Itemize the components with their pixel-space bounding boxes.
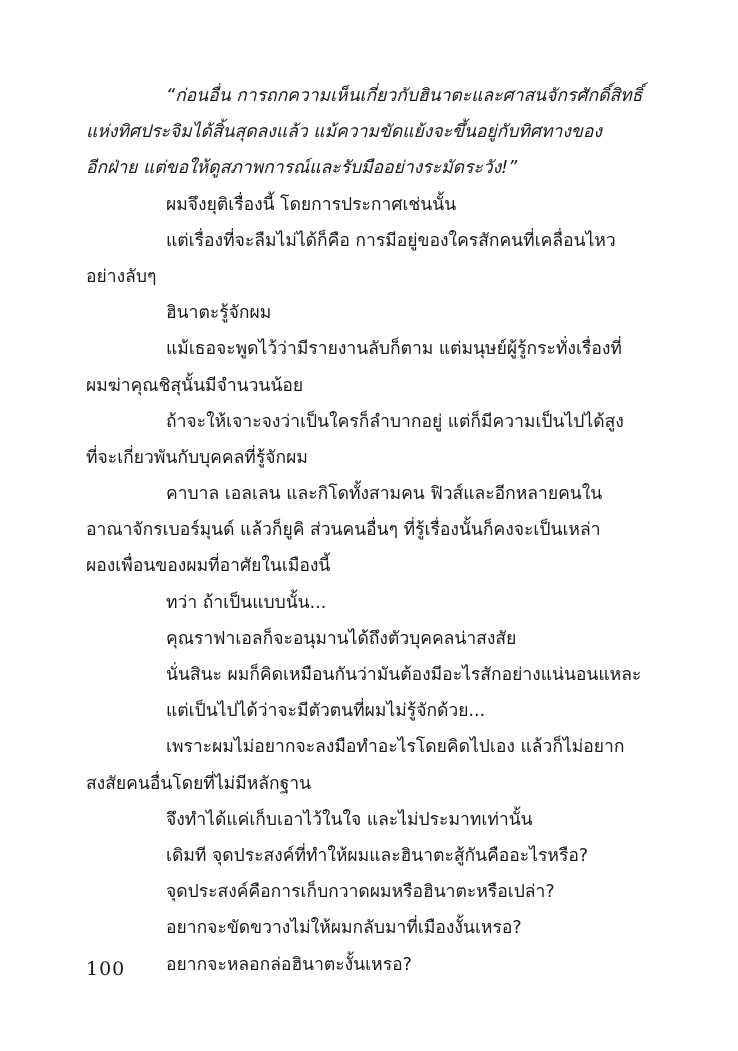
text-line: เพราะผมไม่อยากจะลงมือทำอะไรโดยคิดไปเอง แล้วก็ไม่อยาก	[166, 737, 625, 758]
text-line: ทว่า ถ้าเป็นแบบนั้น...	[166, 592, 327, 613]
text-line: จุดประสงค์คือการเก็บกวาดผมหรือฮินาตะหรือเปล่า?	[166, 882, 555, 903]
text-line: แต่เรื่องที่จะลืมไม่ได้ก็คือ การมีอยู่ของใครสักคนที่เคลื่อนไหว	[166, 230, 616, 251]
text-line: ที่จะเกี่ยวพันกับบุคคลที่รู้จักผม	[86, 447, 308, 468]
text-line: ผมฆ่าคุณชิสุนั้นมีจำนวนน้อย	[86, 375, 304, 396]
text-line: “ก่อนอื่น การถกความเห็นเกี่ยวกับฮินาตะและศาสนจักรศักดิ์สิทธิ์	[166, 86, 643, 106]
body-text	[86, 78, 652, 983]
text-line: ผมจึงยุติเรื่องนี้ โดยการประกาศเช่นนั้น	[166, 194, 457, 215]
text-line: อยากจะขัดขวางไม่ให้ผมกลับมาที่เมืองงั้นเหรอ?	[166, 918, 522, 939]
text-line: แห่งทิศประจิมได้สิ้นสุดลงแล้ว แม้ความขัดแย้งจะขึ้นอยู่กับทิศทางของ	[86, 122, 602, 143]
text-line: คาบาล เอลเลน และกิโดทั้งสามคน ฟิวส์และอีกหลายคนใน	[166, 484, 603, 505]
text-line: อีกฝ่าย แต่ขอให้ดูสภาพการณ์และรับมืออย่างระมัดระวัง!”	[86, 158, 518, 179]
text-line: ผองเพื่อนของผมที่อาศัยในเมืองนี้	[86, 556, 331, 577]
text-line: อยากจะหลอกล่อฮินาตะงั้นเหรอ?	[166, 954, 412, 975]
text-line: อาณาจักรเบอร์มุนด์ แล้วก็ยูคิ ส่วนคนอื่นๆ ที่รู้เรื่องนั้นก็คงจะเป็นเหล่า	[86, 520, 601, 541]
text-line: แม้เธอจะพูดไว้ว่ามีรายงานลับก็ตาม แต่มนุษย์ผู้รู้กระทั่งเรื่องที่	[166, 339, 622, 360]
text-line: เดิมที จุดประสงค์ที่ทำให้ผมและฮินาตะสู้กันคืออะไรหรือ?	[166, 845, 589, 866]
text-line: แต่เป็นไปได้ว่าจะมีตัวตนที่ผมไม่รู้จักด้วย...	[166, 701, 486, 722]
text-line: ฮินาตะรู้จักผม	[166, 303, 272, 324]
text-line: สงสัยคนอื่นโดยที่ไม่มีหลักฐาน	[86, 773, 312, 794]
page-number: 100	[86, 958, 126, 980]
text-line: นั่นสินะ ผมก็คิดเหมือนกันว่ามันต้องมีอะไรสักอย่างแน่นอนแหละ	[166, 665, 642, 685]
text-line: ถ้าจะให้เจาะจงว่าเป็นใครก็ลำบากอยู่ แต่ก็มีความเป็นไปได้สูง	[166, 411, 624, 432]
text-line: จึงทำได้แค่เก็บเอาไว้ในใจ และไม่ประมาทเท่านั้น	[166, 809, 533, 830]
text-line: คุณราฟาเอลก็จะอนุมานได้ถึงตัวบุคคลน่าสงสัย	[166, 628, 517, 649]
text-line: อย่างลับๆ	[86, 266, 157, 287]
